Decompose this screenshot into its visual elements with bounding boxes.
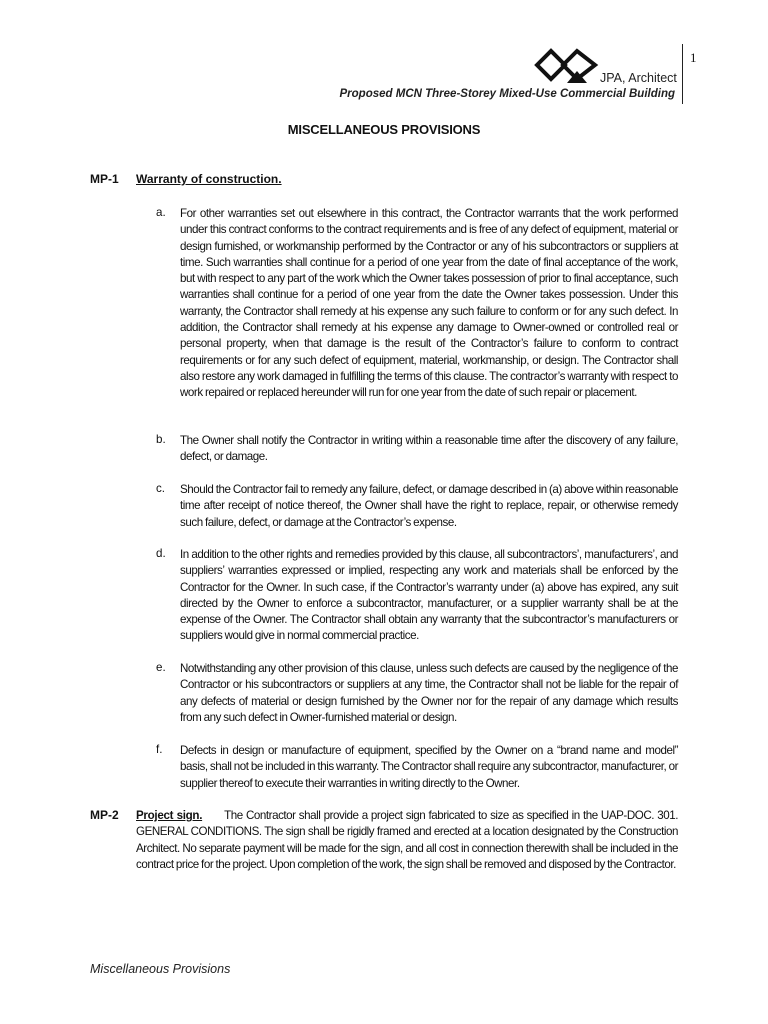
section-text-project-sign: The Contractor shall provide a project sign fabricated to size as specified in the UAP-DOC. 301. GENERAL CONDITIONS. The sign shall be rigidly framed and erected at a location designated by the Construction Architect. No separate payment will be made for the sign, and all cost in connection therewith shall be included in the contract price for the project. Upon completion of the work, the sign shall be removed and disposed by the Contractor. — [136, 809, 678, 871]
section-number-mp1: MP-1 — [90, 172, 119, 186]
section-number-mp2: MP-2 — [90, 808, 119, 822]
list-item-letter-a: a. — [156, 206, 166, 219]
list-item-text-f: Defects in design or manufacture of equipment, specified by the Owner on a “brand name and model” basis, shall not be included in this warranty. The Contractor shall require any subcontractor, manufacturer, or supplier thereof to execute their warranties in writing directly to the Owner. — [180, 744, 678, 790]
project-title: Proposed MCN Three-Storey Mixed-Use Commercial Building — [339, 88, 675, 100]
section-heading-warranty: Warranty of construction. — [136, 172, 282, 186]
list-item-letter-b: b. — [156, 433, 166, 446]
section-body-project-sign — [136, 808, 678, 873]
list-item-text-a: For other warranties set out elsewhere in this contract, the Contractor warrants that the work performed under this contract conforms to the contract requirements and is free of any defect of equipment, material or design furnished, or workmanship performed by the Contractor or any of his subcontractors or suppliers at time. Such warranties shall continue for a period of one year from the date of final acceptance of the work, but with respect to any part of the work which the Owner takes possession of prior to final acceptance, such warranties shall continue for a period of one year from the date the Owner takes possession. Under this warranty, the Contractor shall remedy at his expense any such failure to conform or for any such defect. In addition, the Contractor shall remedy at his expense any damage to Owner-owned or controlled real or personal property, when that damage is the result of the Contractor’s failure to conform to contract requirements or for any such defect of equipment, material, workmanship, or design. The Contractor shall also restore any work damaged in fulfilling the terms of this clause. The contractor’s warranty with respect to work repaired or replaced hereunder will run for one year from the date of such repair or placement. — [180, 207, 678, 400]
page-number: 1 — [690, 50, 697, 65]
firm-logo-icon — [533, 45, 601, 85]
section-heading-project-sign: Project sign. — [136, 809, 203, 822]
list-item-text-c: Should the Contractor fail to remedy any failure, defect, or damage described in (a) above within reasonable time after receipt of notice thereof, the Owner shall have the right to replace, repair, or otherwise remedy such failure, defect, or damage at the Contractor’s expense. — [180, 483, 678, 529]
header-divider — [682, 44, 683, 104]
list-item-letter-f: f. — [156, 743, 163, 756]
page-footer: Miscellaneous Provisions — [90, 962, 231, 976]
list-item-letter-c: c. — [156, 482, 166, 495]
list-item-text-d: In addition to the other rights and remedies provided by this clause, all subcontractors’, manufacturers’, and suppliers’ warranties expressed or implied, respecting any work and materials shall be enforced by the Contractor for the Owner. In such case, if the Contractor’s warranty under (a) above has expired, any suit directed by the Owner to enforce a subcontractor, manufacturer, or a supplier warranty shall be at the expense of the Owner. The Contractor shall obtain any warranty that the subcontractor’s manufacturers or suppliers would give in normal commercial practice. — [180, 548, 678, 643]
list-item-text-b: The Owner shall notify the Contractor in writing within a reasonable time after the discovery of any failure, defect, or damage. — [180, 434, 678, 464]
list-item-letter-e: e. — [156, 661, 166, 674]
document-title: MISCELLANEOUS PROVISIONS — [287, 122, 481, 137]
firm-name: JPA, Architect — [600, 71, 677, 85]
list-item-letter-d: d. — [156, 547, 166, 560]
list-item-text-e: Notwithstanding any other provision of this clause, unless such defects are caused by the negligence of the Contractor or his subcontractors or suppliers at any time, the Contractor shall not be liable for the repair of any defects of material or design furnished by the Owner nor for the repair of any damage which results from any such defect in Owner-furnished material or design. — [180, 662, 678, 724]
